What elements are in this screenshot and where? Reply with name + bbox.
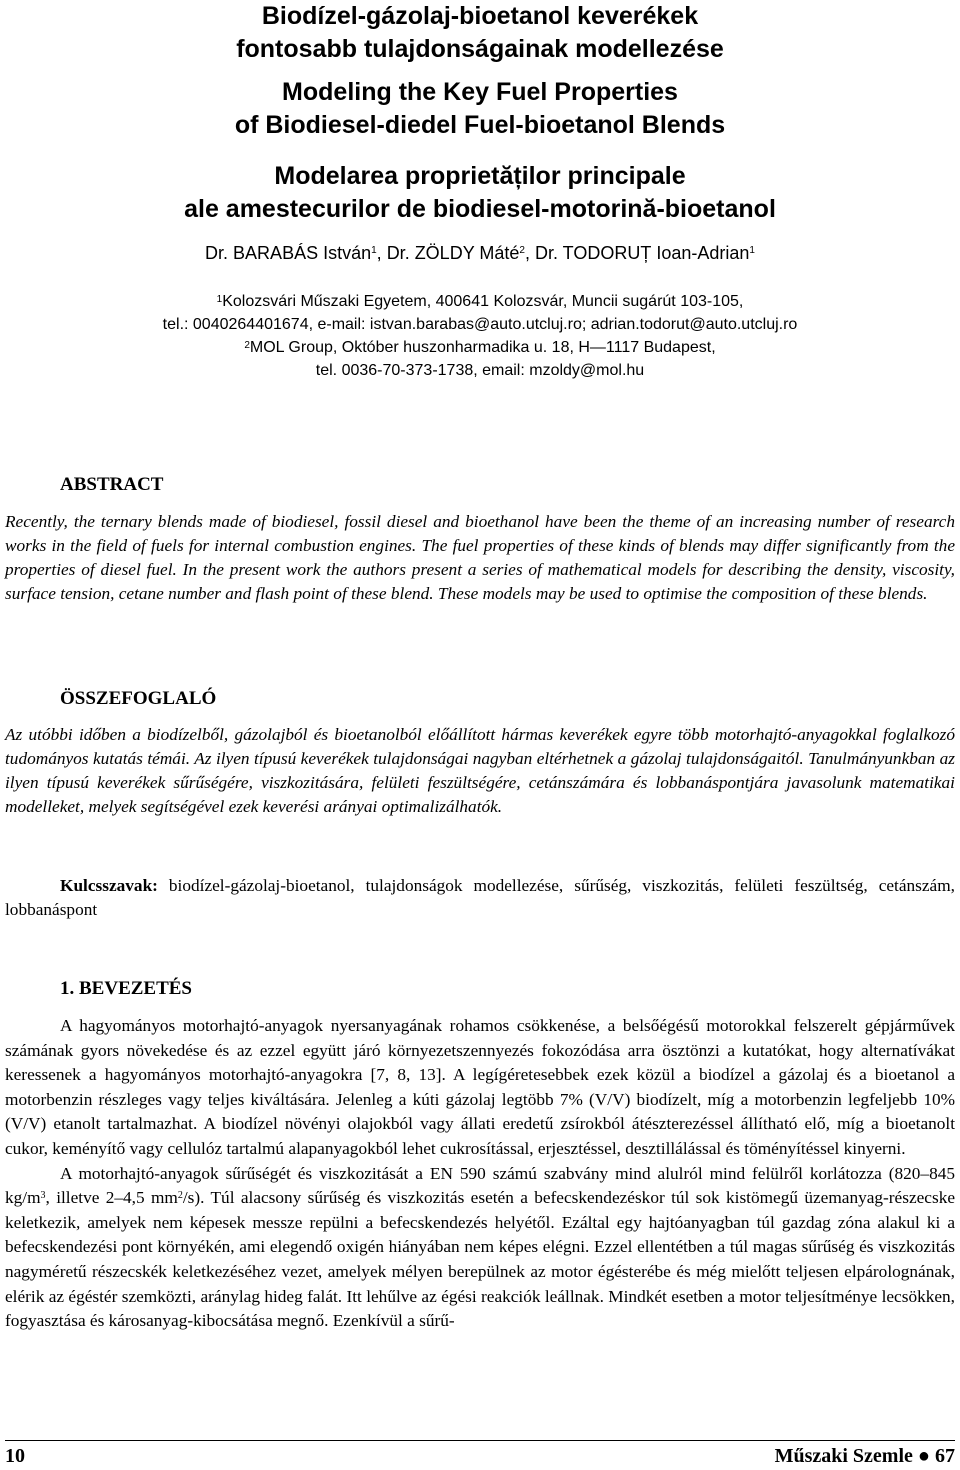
title-en-line2: of Biodiesel-diedel Fuel-bioetanol Blends <box>234 111 726 139</box>
keywords <box>5 874 955 922</box>
keywords-label: Kulcsszavak: <box>60 876 158 895</box>
section-1-body <box>5 1014 955 1334</box>
abstract-text: Recently, the ternary blends made of biodiesel, fossil diesel and bioethanol have been the theme of an increasing number of research works in the field of fuels for internal combustion engines. The fuel properties of these kinds of blends may differ significantly from the properties of diesel fuel. In the present work the authors present a series of mathematical models for describing the density, viscosity, surface tension, cetane number and flash point of these blend. These models may be used to optimise the composition of these blends. <box>5 512 955 603</box>
affiliation-1-line1: $^1$Kolozsvári Műszaki Egyetem, 400641 Kolozsvár, Muncii sugárút 103-105, <box>216 293 744 310</box>
title-ro-line1: Modelarea proprietăților principale <box>274 162 686 190</box>
summary-heading: ÖSSZEFOGLALÓ <box>60 688 217 709</box>
author-separator: , <box>524 243 535 263</box>
page-number: 10 <box>5 1445 25 1467</box>
title-romanian <box>0 160 960 226</box>
section-1-heading: 1. BEVEZETÉS <box>60 978 192 999</box>
keywords-text: biodízel-gázolaj-bioetanol, tulajdonságok modellezése, sűrűség, viszkozitás, felületi feszültség, cetánszám, lobbanáspont <box>5 876 955 919</box>
affiliation-2-line1: $^2$MOL Group, Október huszonharmadika u. 18, H—1117 Budapest, <box>244 339 716 356</box>
title-hungarian <box>0 0 960 66</box>
summary-text: Az utóbbi időben a biodízelből, gázolajból és bioetanolból előállított hármas keverékek egyre több motorhajtó-anyagokkal foglalkozó tudományos kutatás témái. Az ilyen típusú keverékek tulajdonságai nagyban eltérhetnek a gázolaj tulajdonságaitól. Tanulmányunkban az ilyen típusú keverékek sűrűségére, viszkozitására, felületi feszültségére, cetánszámára és lobbanáspontjára javasolunk matematikai modelleket, melyek segítségével ezek keverési arányai optimalizálhatók. <box>5 725 955 816</box>
title-english <box>0 76 960 142</box>
journal-footer <box>775 1445 955 1468</box>
affiliation-2-line2: tel. 0036-70-373-1738, email: mzoldy@mol.hu <box>315 362 645 379</box>
superscript-3: 3 <box>40 1190 46 1202</box>
author-3: Dr. TODORUȚ Ioan-Adrian <box>534 243 750 263</box>
paragraph-1: A hagyományos motorhajtó-anyagok nyersanyagának rohamos csökkenése, a belsőégésű motorokkal felszerelt gépjárművek számának gyors növekedése és az ezzel együtt járó környezetszennyezés fokozódása arra ösztönzi a kutatókat, hogy alternatívákat keressenek a hagyományos motorhajtó-anyagokra [7, 8, 13]. A legígéretesebbek ezek közül a biodízel a gázolaj és a bioetanol a motorbenzin részleges vagy teljes kiváltására. Jelenleg a kúti gázolaj legtöbb 7% (V/V) biodízelt, míg a motorbenzin legfeljebb 10% (V/V) etanolt tartalmazhat. A biodízel növényi olajokból vagy állati eredetű zsírokból átészterezéssel állítható elő, míg a bioetanolt cukor, keményítő vagy cellulóz tartalmú alapanyagokból lehet cukrosítással, erjesztéssel, desztillálással és töményítéssel kinyerni. <box>5 1016 955 1158</box>
author-3-affil-mark: 1 <box>749 245 755 256</box>
abstract-heading: ABSTRACT <box>60 474 164 495</box>
author-separator: , <box>376 243 387 263</box>
affiliation-1-line2: tel.: 0040264401674, e-mail: istvan.barabas@auto.utcluj.ro; adrian.todorut@auto.utcluj.ro <box>162 316 798 333</box>
author-1-affil-mark: 1 <box>371 245 377 256</box>
author-2-affil-mark: 2 <box>519 245 525 256</box>
author-2: Dr. ZÖLDY Máté <box>386 243 520 263</box>
title-ro-line2: ale amestecurilor de biodiesel-motorină-bioetanol <box>184 195 776 223</box>
superscript-2: 2 <box>177 1190 183 1202</box>
affiliation-1-mark: 1 <box>216 294 223 305</box>
title-hu-line2: fontosabb tulajdonságainak modellezése <box>236 35 724 63</box>
paragraph-2: A motorhajtó-anyagok sűrűségét és viszkozitását a EN 590 számú szabvány mind alulról mind felülről korlátozza (820–845 $kg/m^3$, illetve 2–4,5 $mm^2/s$). Túl alacsony sűrűség és viszkozitás esetén a befecskendezéskor túl sok kistömegű üzemanyag-részecske keletkezik, amelyek nem képesek messze repülni a befecskendezés helyétől. Ezáltal egy hajtóanyagban túl gazdag zóna alakul ki a befecskendezési pont környékén, ami elegendő oxigén hiányában nem képes elégni. Ezzel ellentétben a túl magas sűrűség és viszkozitás nagyméretű részecskék keletkezéséhez vezet, amelyek mélyen berepülnek az motor égésterébe és még mielőtt teljesen elpárolognának, elérik az égéstér szemközti, aránylag hideg falát. Itt lehűlve az égési reakciók leállnak. Mindkét esetben a motor teljesítménye lecsökken, fogyasztása és károsanyag-kibocsátása megnő. Ezenkívül a sűrű- <box>5 1163 955 1331</box>
title-hu-line1: Biodízel-gázolaj-bioetanol keverékek <box>261 2 699 30</box>
issue-number: 67 <box>935 1445 955 1467</box>
journal-name: Műszaki Szemle <box>774 1445 913 1467</box>
author-1: Dr. BARABÁS István <box>205 243 372 263</box>
affiliation-2-mark: 2 <box>244 340 250 351</box>
title-en-line1: Modeling the Key Fuel Properties <box>282 78 678 106</box>
author-list <box>0 242 960 264</box>
affiliations <box>0 290 960 382</box>
bullet-separator: ● <box>912 1445 935 1467</box>
footer-rule <box>5 1440 955 1441</box>
